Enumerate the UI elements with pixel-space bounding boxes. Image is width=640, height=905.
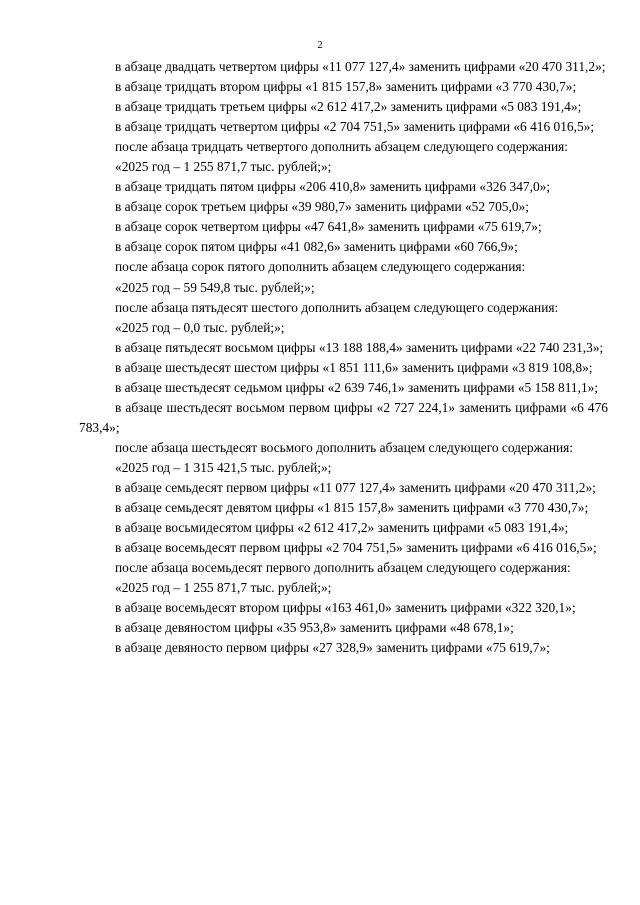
paragraph: в абзаце девяностом цифры «35 953,8» заменить цифрами «48 678,1»; xyxy=(115,620,514,636)
inserted-paragraph: «2025 год – 1 255 871,7 тыс. рублей;»; xyxy=(115,580,332,596)
inserted-paragraph: «2025 год – 1 255 871,7 тыс. рублей;»; xyxy=(115,159,332,175)
paragraph: в абзаце тридцать четвертом цифры «2 704 751,5» заменить цифрами «6 416 016,5»; xyxy=(115,119,595,135)
paragraph: в абзаце сорок третьем цифры «39 980,7» заменить цифрами «52 705,0»; xyxy=(115,199,529,215)
paragraph: после абзаца шестьдесят восьмого дополнить абзацем следующего содержания: xyxy=(115,439,574,455)
paragraph: после абзаца тридцать четвертого дополнить абзацем следующего содержания: xyxy=(115,139,569,155)
paragraph: после абзаца восемьдесят первого дополнить абзацем следующего содержания: xyxy=(115,560,571,576)
paragraph: в абзаце двадцать четвертом цифры «11 077 127,4» заменить цифрами «20 470 311,2»; xyxy=(115,59,606,74)
paragraph: в абзаце шестьдесят шестом цифры «1 851 111,6» заменить цифрами «3 819 108,8»; xyxy=(115,359,593,375)
paragraph: в абзаце восьмидесятом цифры «2 612 417,2» заменить цифрами «5 083 191,4»; xyxy=(115,520,569,536)
paragraph: в абзаце сорок четвертом цифры «47 641,8» заменить цифрами «75 619,7»; xyxy=(115,219,542,235)
paragraph: в абзаце тридцать третьем цифры «2 612 417,2» заменить цифрами «5 083 191,4»; xyxy=(115,99,582,115)
paragraph: в абзаце тридцать пятом цифры «206 410,8» заменить цифрами «326 347,0»; xyxy=(115,179,551,195)
paragraph: в абзаце семьдесят первом цифры «11 077 127,4» заменить цифрами «20 470 311,2»; xyxy=(115,479,596,495)
inserted-paragraph: «2025 год – 1 315 421,5 тыс. рублей;»; xyxy=(115,459,332,475)
paragraph: в абзаце пятьдесят восьмом цифры «13 188 188,4» заменить цифрами «22 740 231,3»; xyxy=(115,339,604,355)
paragraph: после абзаца сорок пятого дополнить абзацем следующего содержания: xyxy=(115,259,526,275)
paragraph: в абзаце тридцать втором цифры «1 815 157,8» заменить цифрами «3 770 430,7»; xyxy=(115,79,577,95)
paragraph: после абзаца пятьдесят шестого дополнить абзацем следующего содержания: xyxy=(115,299,559,315)
document-body xyxy=(79,57,608,658)
paragraph: в абзаце восемьдесят первом цифры «2 704 751,5» заменить цифрами «6 416 016,5»; xyxy=(115,540,597,556)
paragraph: в абзаце восемьдесят втором цифры «163 461,0» заменить цифрами «322 320,1»; xyxy=(115,600,576,616)
paragraph: в абзаце семьдесят девятом цифры «1 815 157,8» заменить цифрами «3 770 430,7»; xyxy=(115,500,589,516)
paragraph: в абзаце шестьдесят седьмом цифры «2 639 746,1» заменить цифрами «5 158 811,1»; xyxy=(115,379,599,395)
inserted-paragraph: «2025 год – 0,0 тыс. рублей;»; xyxy=(115,319,285,335)
page-number: 2 xyxy=(317,39,323,51)
inserted-paragraph: «2025 год – 59 549,8 тыс. рублей;»; xyxy=(115,279,315,295)
paragraph: в абзаце шестьдесят восьмом первом цифры «2 727 224,1» заменить цифрами «6 476 783,4»; xyxy=(79,399,608,435)
paragraph: в абзаце сорок пятом цифры «41 082,6» заменить цифрами «60 766,9»; xyxy=(115,239,518,255)
paragraph: в абзаце девяносто первом цифры «27 328,9» заменить цифрами «75 619,7»; xyxy=(115,640,550,656)
